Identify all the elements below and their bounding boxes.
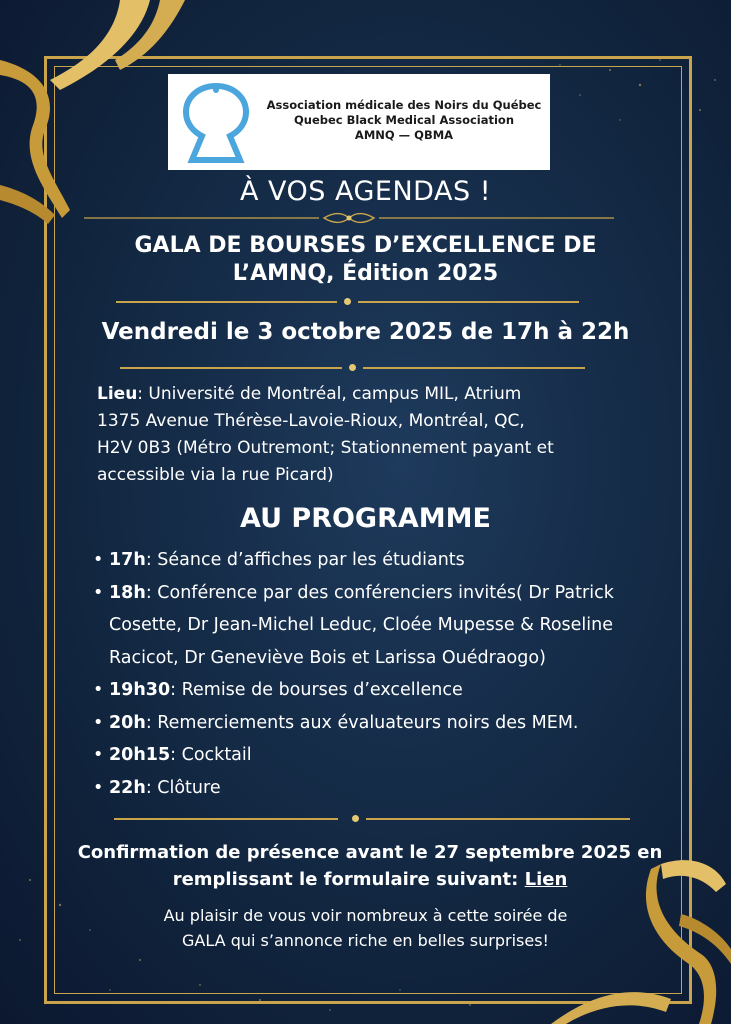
divider-dot [344, 298, 351, 305]
programme-item [93, 674, 693, 707]
gala-title-line-1: GALA DE BOURSES D’EXCELLENCE DE [134, 233, 597, 258]
logo-line-3: AMNQ — QBMA [354, 128, 454, 142]
logo-line-2: Quebec Black Medical Association [293, 113, 515, 127]
venue-info [97, 381, 657, 489]
amnq-logo [168, 74, 550, 170]
programme-time: 19h30 [109, 680, 171, 700]
ornament-divider [84, 210, 614, 226]
programme-text-cont: Cosette, Dr Jean-Michel Leduc, Cloée Mupesse & Roseline [109, 615, 614, 635]
rsvp-line-1: Confirmation de présence avant le 27 septembre 2025 en [77, 842, 663, 863]
divider-line [366, 818, 630, 820]
programme-time: 20h15 [109, 745, 171, 765]
programme-time: 20h [109, 712, 146, 733]
divider-dot [349, 364, 356, 371]
programme-time: 22h [109, 777, 146, 798]
venue-text-1: : Université de Montréal, campus MIL, Atrium [137, 384, 522, 404]
venue-label: Lieu [97, 384, 138, 404]
closing-line-2: GALA qui s’annonce riche en belles surprises! [182, 931, 549, 950]
venue-line-2: 1375 Avenue Thérèse-Lavoie-Rioux, Montréal, QC, [97, 411, 525, 431]
closing-message [0, 903, 731, 953]
divider-line [120, 367, 342, 369]
programme-time: 18h [109, 582, 146, 603]
divider-line [114, 818, 338, 820]
programme-time: 17h [109, 550, 146, 570]
programme-item [93, 707, 693, 740]
programme-item [93, 739, 693, 772]
venue-line-3: H2V 0B3 (Métro Outremont; Stationnement payant et [97, 438, 554, 458]
programme-title: AU PROGRAMME [240, 503, 491, 534]
programme-text: : Remise de bourses d’excellence [170, 680, 463, 700]
programme-text: : Conférence par des conférenciers invités( Dr Patrick [145, 582, 614, 603]
closing-line-1: Au plaisir de vous voir nombreux à cette soirée de [163, 906, 568, 925]
programme-item [93, 577, 693, 675]
divider-line [358, 301, 579, 303]
divider-line [116, 301, 337, 303]
rsvp-confirmation [0, 839, 731, 893]
divider-dot [352, 815, 359, 822]
divider-line [363, 367, 585, 369]
programme-text: : Cocktail [170, 745, 252, 765]
programme-text-cont: Racicot, Dr Geneviève Bois et Larissa Ouédraogo) [109, 647, 546, 668]
programme-item [93, 772, 693, 805]
programme-item [93, 544, 693, 577]
rsvp-line-2 [0, 866, 731, 893]
gala-title [0, 232, 731, 288]
programme-text: : Clôture [145, 777, 221, 798]
gala-title-line-2: L’AMNQ, Édition 2025 [232, 261, 499, 286]
programme-list [93, 544, 693, 804]
event-date: Vendredi le 3 octobre 2025 de 17h à 22h [101, 319, 630, 345]
keyhole-logo-icon [178, 80, 254, 166]
logo-text [258, 98, 550, 143]
rsvp-form-link[interactable]: Lien [524, 869, 568, 890]
programme-text: : Remerciements aux évaluateurs noirs des MEM. [145, 712, 579, 733]
venue-line-1 [97, 381, 657, 408]
rsvp-text: remplissant le formulaire suivant: [172, 869, 525, 890]
logo-line-1: Association médicale des Noirs du Québec [266, 98, 542, 112]
venue-line-4: accessible via la rue Picard) [97, 465, 334, 485]
headline: À VOS AGENDAS ! [239, 176, 492, 207]
programme-text: : Séance d’affiches par les étudiants [145, 550, 465, 570]
